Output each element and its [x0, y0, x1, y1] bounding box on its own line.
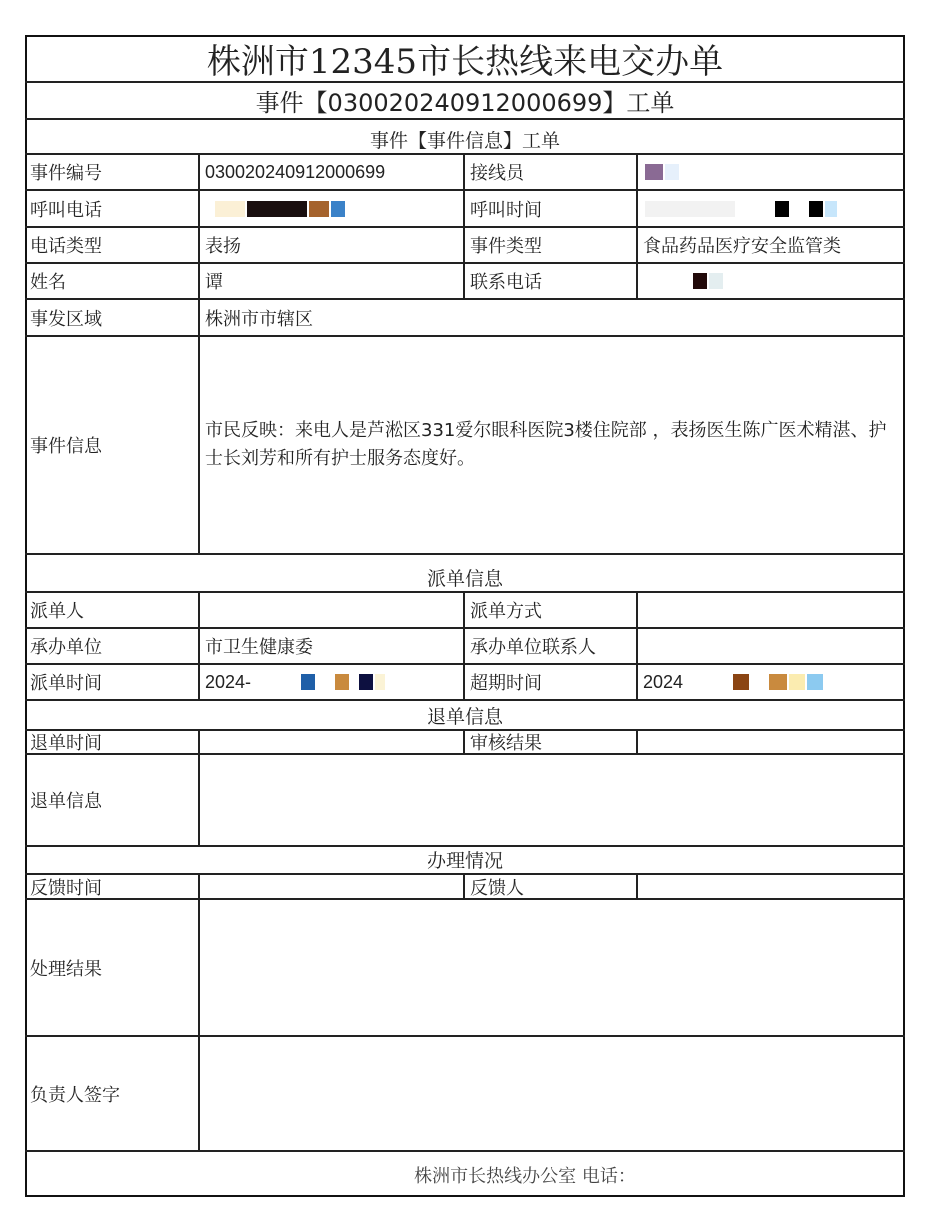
table-row: [25, 1037, 905, 1152]
table-row: [25, 191, 905, 228]
dispatch-section-header: [25, 555, 905, 593]
redaction: [807, 674, 823, 690]
redaction: [301, 674, 315, 690]
label: 呼叫电话: [25, 191, 200, 226]
label: 姓名: [25, 264, 200, 298]
redaction: [825, 201, 837, 217]
section-title: 退单信息: [426, 706, 503, 728]
label: 事发区域: [25, 300, 200, 335]
label: 派单时间: [25, 665, 200, 699]
table-row: [25, 155, 905, 191]
dispatch-method: [638, 593, 905, 627]
redaction: [769, 674, 787, 690]
signature: [200, 1037, 905, 1150]
return-info: [200, 755, 905, 845]
handling-section-header: [25, 847, 905, 875]
section-title: 派单信息: [426, 568, 503, 590]
redaction: [359, 674, 373, 690]
redaction: [215, 201, 245, 217]
label: 呼叫时间: [465, 191, 638, 226]
phone-type: 表扬: [200, 228, 465, 262]
label: 退单时间: [25, 731, 200, 753]
table-row: [25, 337, 905, 555]
label: 派单人: [25, 593, 200, 627]
unit-contact: [638, 629, 905, 663]
label: 事件信息: [25, 337, 200, 553]
form-title: 株洲市12345市长热线来电交办单: [206, 41, 724, 81]
label: 负责人签字: [25, 1037, 200, 1150]
redaction: [309, 201, 329, 217]
table-row: [25, 300, 905, 337]
table-row: [25, 875, 905, 900]
table-row: [25, 665, 905, 701]
label: 反馈时间: [25, 875, 200, 898]
label: 承办单位: [25, 629, 200, 663]
event-info: 市民反映：来电人是芦淞区331爱尔眼科医院3楼住院部 ，表扬医生陈广医术精湛、护士长刘芳和所有护士服务态度好。: [205, 420, 887, 469]
table-row: [25, 731, 905, 755]
caller-name: 谭: [200, 264, 465, 298]
event-type: 食品药品医疗安全监管类: [643, 236, 841, 257]
redaction: [733, 674, 749, 690]
label: 联系电话: [465, 264, 638, 298]
redaction: [375, 674, 385, 690]
call-time-value: [638, 191, 905, 226]
table-row: [25, 900, 905, 1037]
redaction: [645, 164, 663, 180]
table-row: [25, 755, 905, 847]
event-number: 030020240912000699: [200, 155, 465, 189]
redaction: [693, 273, 707, 289]
label: 退单信息: [25, 755, 200, 845]
table-row: [25, 264, 905, 300]
label: 超期时间: [465, 665, 638, 699]
label: 处理结果: [25, 900, 200, 1035]
operator-value: [638, 155, 905, 189]
event-section-header: [25, 120, 905, 155]
redaction: [709, 273, 723, 289]
subtitle-row: [25, 83, 905, 120]
table-row: [25, 228, 905, 264]
form-subtitle: 事件【030020240912000699】工单: [255, 89, 675, 117]
redaction: [809, 201, 823, 217]
contact-value: [638, 264, 905, 298]
dispatch-time-value: [200, 665, 465, 699]
handling-unit: 市卫生健康委: [200, 629, 465, 663]
incident-area: 株洲市市辖区: [205, 308, 313, 330]
label: 事件编号: [25, 155, 200, 189]
label: 承办单位联系人: [465, 629, 638, 663]
label: 事件类型: [465, 228, 638, 262]
label: 审核结果: [465, 731, 638, 753]
redaction: [331, 201, 345, 217]
title-row: [25, 35, 905, 83]
label: 反馈人: [465, 875, 638, 898]
section-title: 事件【事件信息】工单: [369, 130, 560, 152]
return-section-header: [25, 701, 905, 731]
redaction: [775, 201, 789, 217]
section-title: 办理情况: [426, 850, 503, 872]
redaction: [247, 201, 307, 217]
redaction: [665, 164, 679, 180]
label: 电话类型: [25, 228, 200, 262]
dispatch-time: 2024-: [205, 671, 252, 692]
overdue-time: 2024: [643, 671, 684, 692]
overdue-time-value: [638, 665, 905, 699]
footer-text: 株洲市长热线办公室 电话：: [414, 1165, 636, 1187]
redaction: [335, 674, 349, 690]
table-row: [25, 593, 905, 629]
handling-result: [200, 900, 905, 1035]
redaction: [645, 201, 735, 217]
redaction: [789, 674, 805, 690]
table-row: [25, 629, 905, 665]
review-result: [638, 731, 905, 753]
call-phone-value: [200, 191, 465, 226]
label: 接线员: [465, 155, 638, 189]
feedback-person: [638, 875, 905, 898]
footer-row: [25, 1152, 905, 1197]
feedback-time: [200, 875, 465, 898]
dispatcher: [200, 593, 465, 627]
return-time: [200, 731, 465, 753]
label: 派单方式: [465, 593, 638, 627]
